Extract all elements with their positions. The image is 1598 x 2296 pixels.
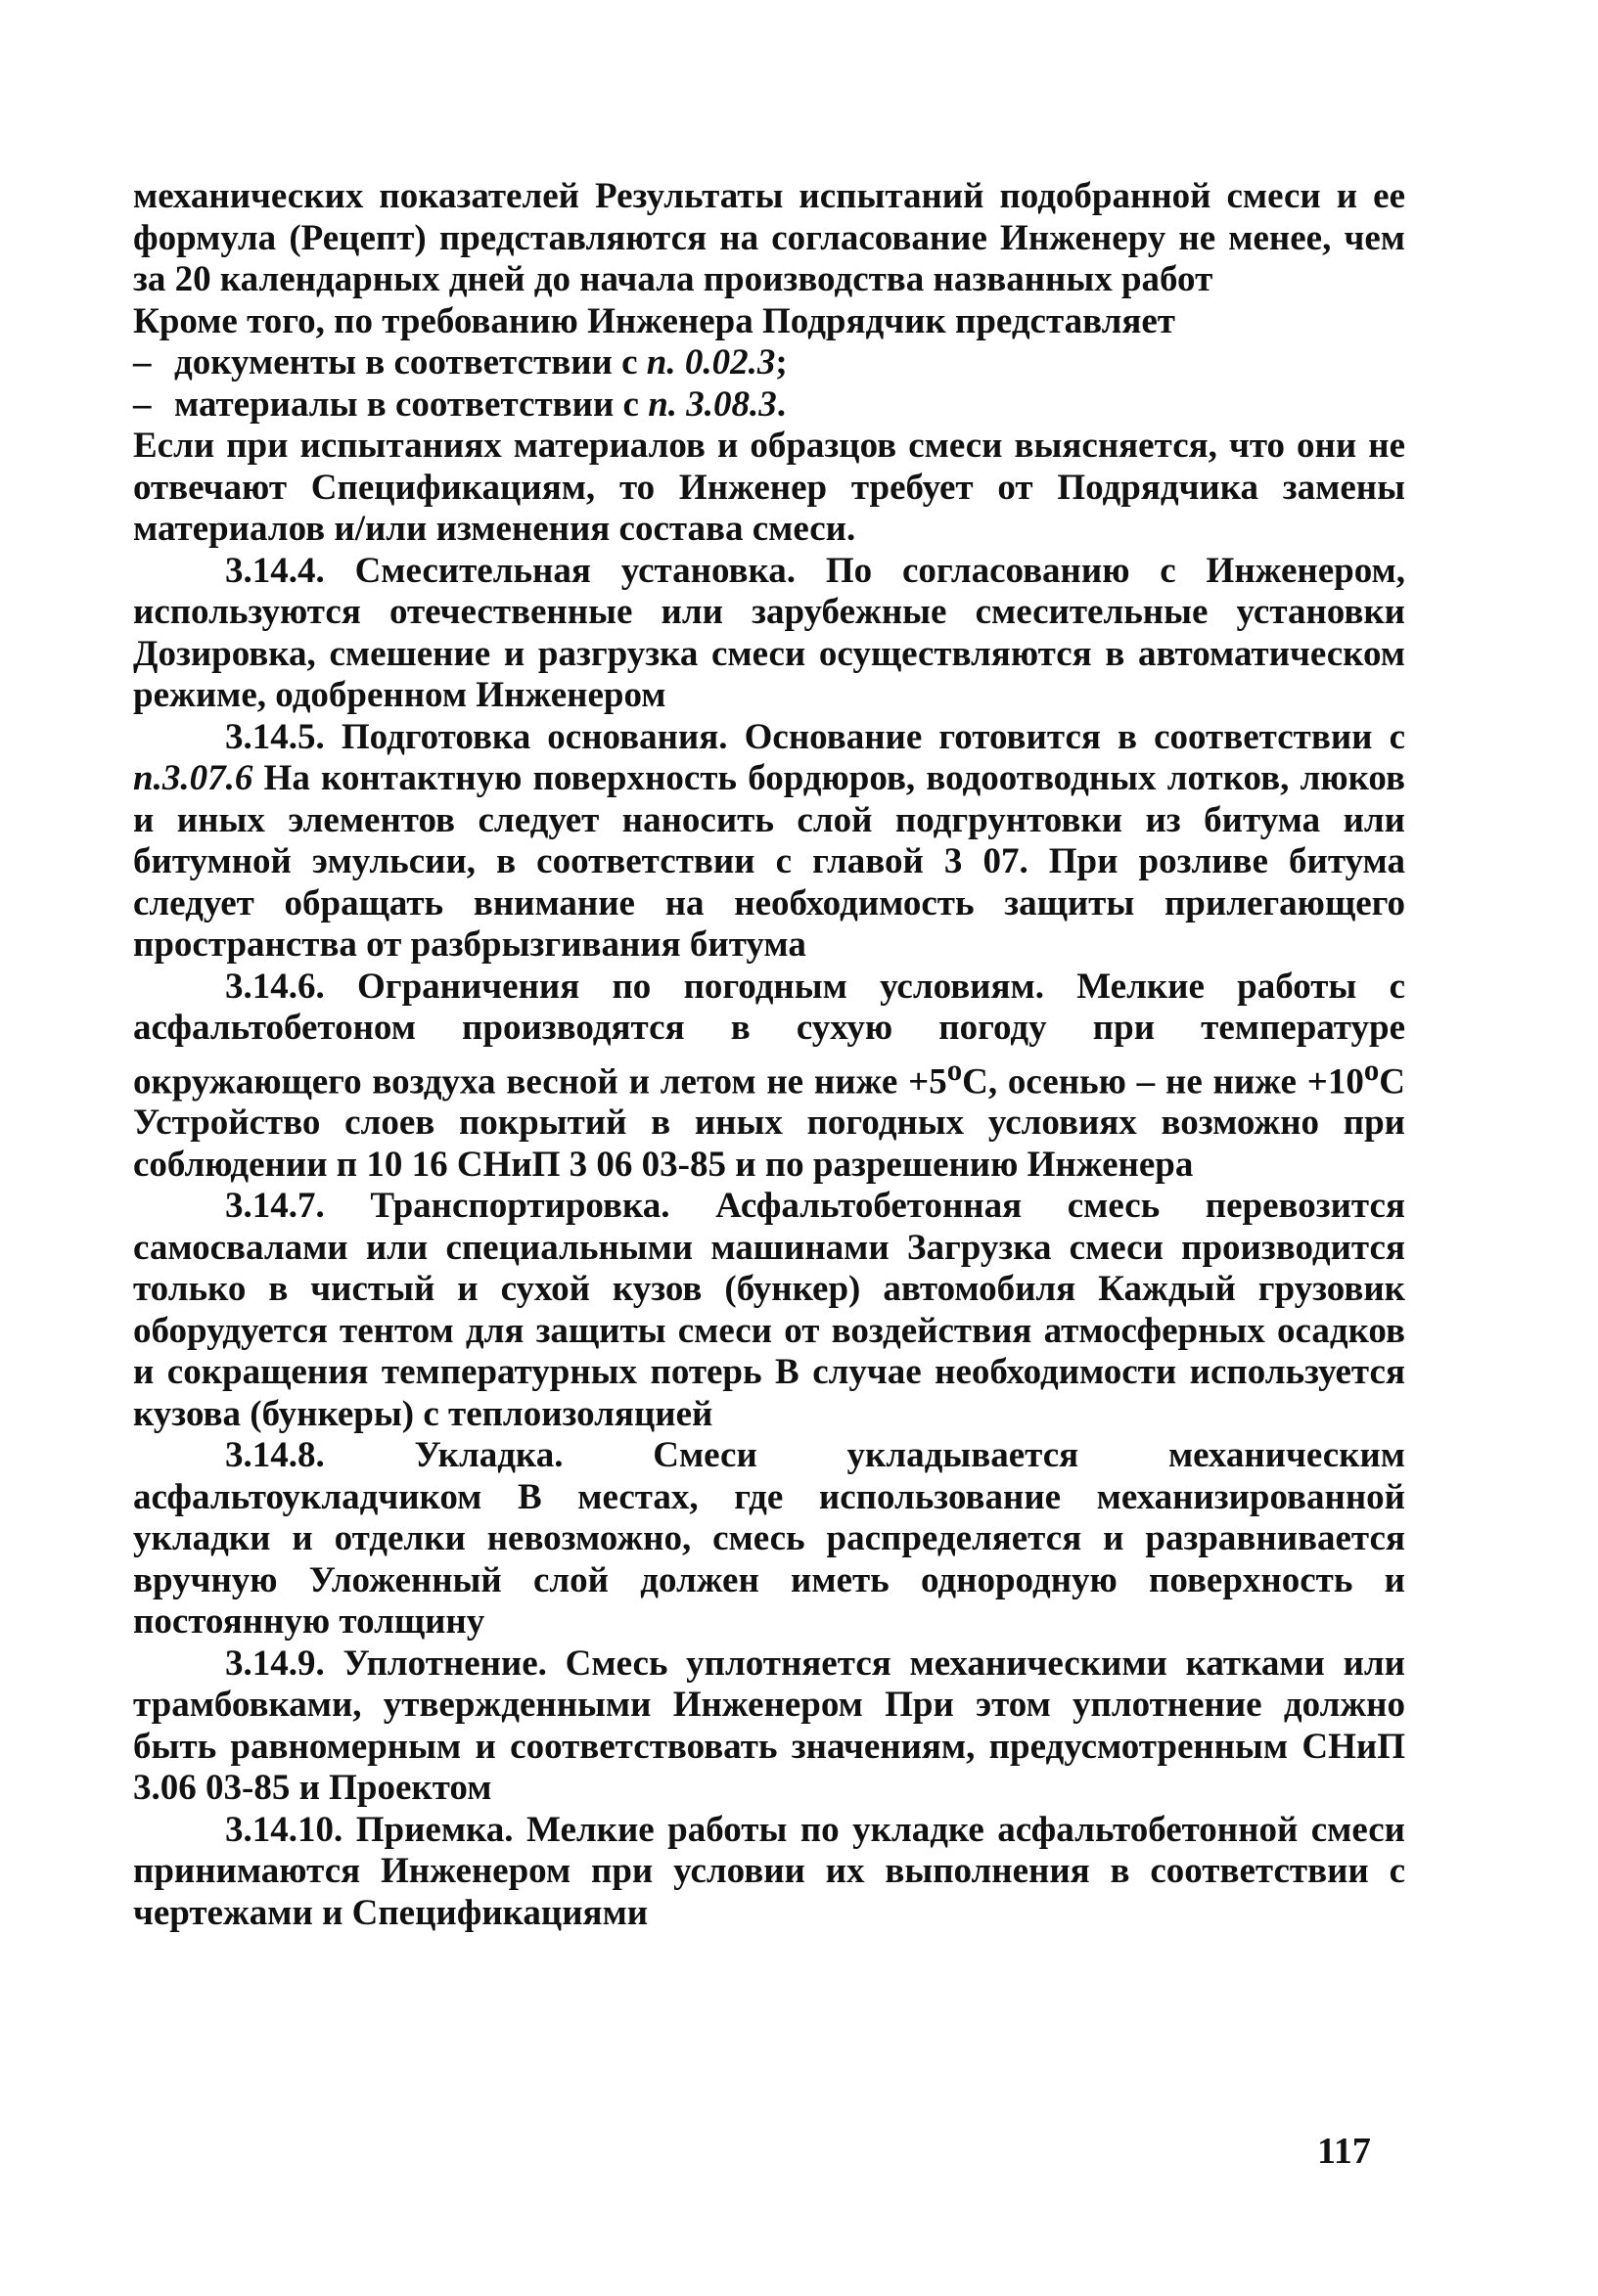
section-reference: п. 3.08.3	[648, 383, 777, 425]
section-3-14-6	[133, 967, 1405, 1187]
section-body: Мелкие работы по укладке асфальтобетонной смеси принимаются Инженером при условии их выполнения в соответствии с чертежами и Спецификациями	[133, 1809, 1405, 1933]
list-item-text: материалы в соответствии с	[174, 383, 649, 425]
list-item-documents	[133, 342, 1405, 384]
section-body: Смеси укладывается механическим асфальтоукладчиком В местах, где использование механизированной укладки и отделки невозможно, смесь распределяется и разравнивается вручную Уложенный слой должен иметь однородную поверхность и постоянную толщину	[133, 1435, 1405, 1643]
list-item-tail: .	[776, 383, 787, 425]
section-body: На контактную поверхность бордюров, водоотводных лотков, люков и иных элементов следует наносить слой подгрунтовки из битума или битумной эмульсии, в соответствии с главой 3 07. При розливе битума следует обращать внимание на необходимость защиты прилегающего пространства от разбрызгивания битума	[133, 758, 1405, 965]
section-3-14-9	[133, 1643, 1405, 1810]
section-heading: 3.14.10. Приемка.	[225, 1809, 514, 1850]
list-item-text: документы в соответствии с	[174, 342, 647, 383]
section-heading: 3.14.7. Транспортировка.	[225, 1186, 670, 1227]
document-page	[133, 176, 1405, 1934]
list-item-materials	[133, 384, 1405, 427]
paragraph-contractor-provides: Кроме того, по требованию Инженера Подрядчик представляет	[133, 300, 1175, 341]
section-body: Смесь уплотняется механическими катками или трамбовками, утвержденными Инженером При этом уплотнение должно быть равномерным и соответствовать значениям, предусмотренным СНиП 3.06 03-85 и Проектом	[133, 1643, 1405, 1809]
section-heading: 3.14.4. Смесительная установка.	[225, 550, 797, 591]
section-body: Основание готовится в соответствии с	[727, 716, 1405, 757]
list-dash: –	[133, 383, 152, 425]
section-heading: 3.14.9. Уплотнение.	[225, 1643, 547, 1684]
section-body: С, осенью – не ниже +10	[962, 1060, 1364, 1102]
section-3-14-10	[133, 1810, 1405, 1935]
section-heading: 3.14.5. Подготовка основания.	[225, 716, 728, 757]
degree-sign: о	[1363, 1053, 1380, 1087]
section-heading: 3.14.6. Ограничения по погодным условиям.	[225, 966, 1044, 1007]
section-3-14-5	[133, 717, 1405, 967]
section-3-14-7	[133, 1186, 1405, 1435]
paragraph-intro: механических показателей Результаты испытаний подобранной смеси и ее формула (Рецепт) представляются на согласование Инженеру не менее, чем за 20 календарных дней до начала производства названных работ	[133, 176, 1405, 299]
section-3-14-8	[133, 1435, 1405, 1643]
section-body: Мелкие работы с асфальтобетоном производятся в сухую погоду при температуре окружающего воздуха весной и летом не ниже +5	[133, 966, 1405, 1102]
list-dash: –	[133, 342, 152, 383]
section-body: С Устройство слоев покрытий в иных погодных условиях возможно при соблюдении п 10 16 СНиП 3 06 03-85 и по разрешению Инженера	[133, 1060, 1405, 1185]
page-number: 117	[1317, 2131, 1371, 2172]
list-item-tail: ;	[775, 342, 788, 383]
section-body: Асфальтобетонная смесь перевозится самосвалами или специальными машинами Загрузка смеси производится только в чистый и сухой кузов (бункер) автомобиля Каждый грузовик оборудуется тентом для защиты смеси от воздействия атмосферных осадков и сокращения температурных потерь В случае необходимости используется кузова (бункеры) с теплоизоляцией	[133, 1186, 1406, 1434]
degree-sign: о	[946, 1053, 963, 1087]
section-reference: п.3.07.6	[133, 758, 253, 798]
section-body: По согласованию с Инженером, используются отечественные или зарубежные смесительные установки Дозировка, смешение и разгрузка смеси осуществляются в автоматическом режиме, одобренном Инженером	[133, 550, 1405, 715]
section-3-14-4	[133, 551, 1405, 717]
section-heading: 3.14.8. Укладка.	[225, 1435, 564, 1476]
paragraph-tests: Если при испытаниях материалов и образцов смеси выясняется, что они не отвечают Спецификациям, то Инженер требует от Подрядчика замены материалов и/или изменения состава смеси.	[133, 426, 1405, 549]
section-reference: п. 0.02.3	[646, 342, 776, 383]
